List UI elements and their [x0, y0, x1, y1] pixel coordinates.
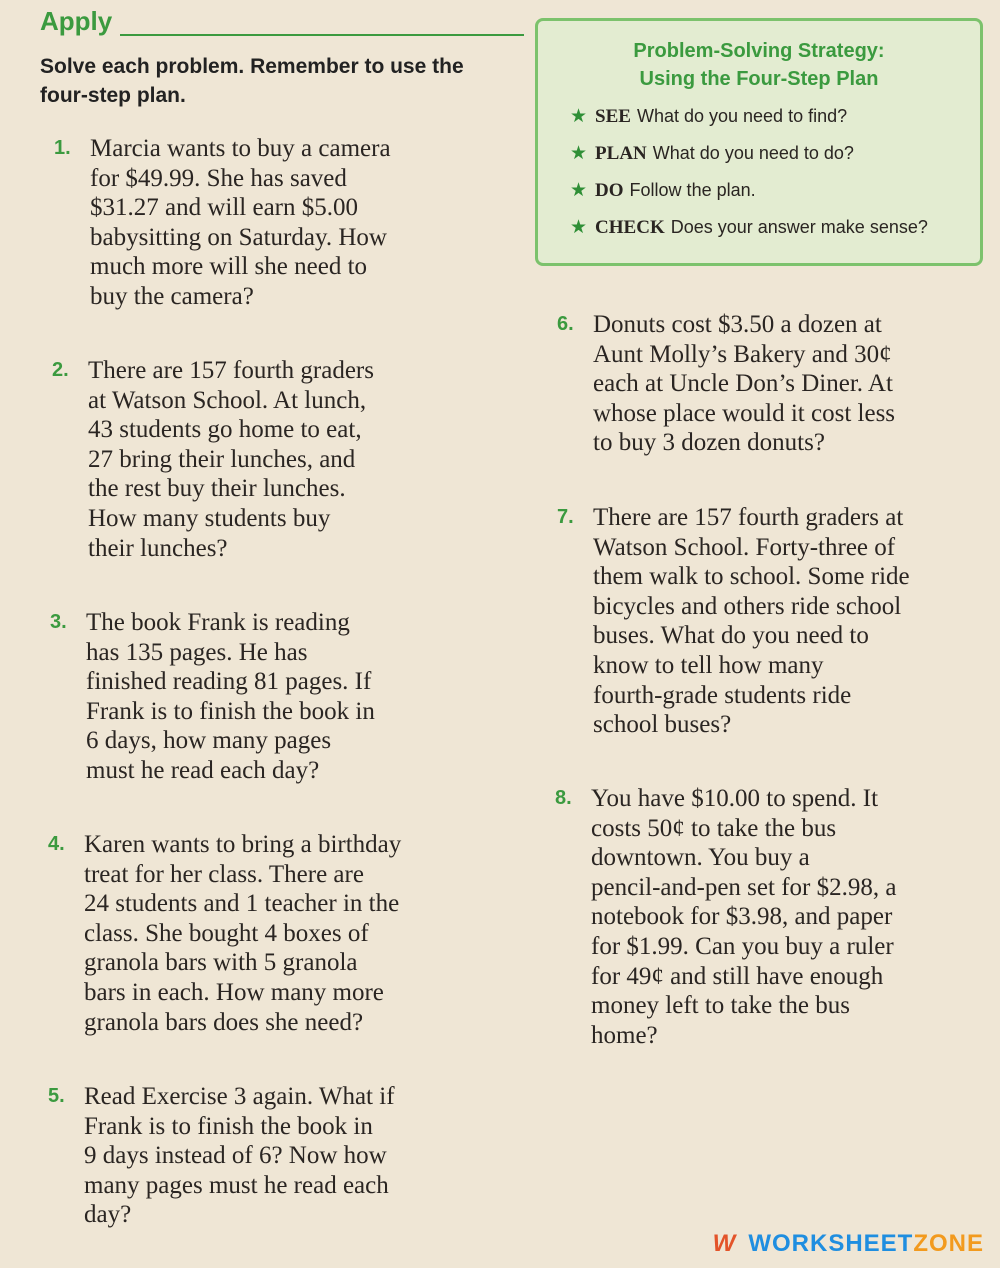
step-key: DO — [595, 180, 624, 201]
problem-line: Donuts cost $3.50 a dozen at — [593, 311, 882, 338]
problem-text — [593, 503, 993, 740]
star-icon: ★ — [570, 217, 588, 238]
problem-number: 3. — [50, 611, 67, 633]
step-text: What do you need to find? — [636, 106, 848, 126]
heading-rule — [120, 34, 524, 36]
problem-text — [84, 1082, 484, 1230]
instructions-line: Solve each problem. Remember to use the — [40, 55, 464, 78]
problem-line: home? — [591, 1021, 658, 1049]
brand-accent-text: ZONE — [913, 1230, 984, 1257]
star-icon: ★ — [570, 180, 588, 201]
problem-line: 24 students and 1 teacher in the — [84, 890, 400, 918]
instructions — [40, 52, 510, 110]
problem-number: 4. — [48, 833, 65, 855]
problem-line: bicycles and others ride school — [593, 592, 902, 620]
problem-line: many pages must he read each — [84, 1171, 389, 1199]
worksheetzone-logo[interactable] — [713, 1230, 984, 1258]
problem-line: treat for her class. There are — [84, 860, 364, 888]
problem-number: 5. — [48, 1085, 65, 1107]
problem-line: the rest buy their lunches. — [88, 475, 346, 503]
problem-text — [593, 310, 993, 458]
problem-line: has 135 pages. He has — [86, 638, 308, 666]
problem-line: class. She bought 4 boxes of — [84, 919, 369, 947]
problem-line: to buy 3 dozen donuts? — [593, 429, 825, 457]
problem-text — [591, 784, 991, 1050]
strategy-steps — [570, 105, 928, 253]
problem-line: know to tell how many — [593, 651, 824, 679]
problem-line: buses. What do you need to — [593, 622, 869, 650]
strategy-title — [538, 37, 980, 93]
problem-line: Watson School. Forty-three of — [593, 533, 896, 561]
problem-line: must he read each day? — [86, 756, 320, 784]
problem-text — [84, 830, 484, 1037]
strategy-step-plan — [570, 142, 928, 179]
problem-line: 9 days instead of 6? Now how — [84, 1142, 387, 1170]
problem-line: Frank is to finish the book in — [86, 697, 375, 725]
w-logo-icon: W — [712, 1230, 737, 1257]
problem-line: whose place would it cost less — [593, 399, 896, 427]
problem-line: 27 bring their lunches, and — [88, 445, 356, 473]
problem-number: 6. — [557, 313, 574, 335]
strategy-title-line: Problem-Solving Strategy: — [633, 40, 885, 62]
problem-line: granola bars with 5 granola — [84, 949, 358, 977]
step-text: Does your answer make sense? — [670, 217, 928, 237]
problem-text — [90, 134, 490, 312]
strategy-step-do — [570, 179, 928, 216]
problem-line: There are 157 fourth graders — [88, 357, 374, 384]
problem-line: Read Exercise 3 again. What if — [84, 1083, 395, 1110]
strategy-step-see — [570, 105, 928, 142]
problem-line: them walk to school. Some ride — [593, 563, 910, 591]
problem-line: notebook for $3.98, and paper — [591, 903, 893, 931]
problem-number: 7. — [557, 506, 574, 528]
problem-line: $31.27 and will earn $5.00 — [90, 194, 359, 222]
problem-line: The book Frank is reading — [86, 609, 350, 636]
problem-line: their lunches? — [88, 534, 228, 562]
strategy-step-check — [570, 216, 928, 253]
problem-line: Aunt Molly’s Bakery and 30¢ — [593, 340, 892, 368]
problem-line: each at Uncle Don’s Diner. At — [593, 370, 893, 398]
problem-line: day? — [84, 1201, 132, 1229]
step-key: CHECK — [595, 217, 665, 238]
problem-line: money left to take the bus — [591, 992, 850, 1020]
problem-line: fourth-grade students ride — [593, 681, 852, 709]
step-text: Follow the plan. — [629, 180, 756, 200]
strategy-title-line: Using the Four-Step Plan — [639, 68, 879, 90]
problem-text — [86, 608, 486, 786]
strategy-box — [535, 18, 983, 266]
apply-heading: Apply — [40, 6, 113, 36]
problem-line: pencil-and-pen set for $2.98, a — [591, 873, 897, 901]
problem-line: buy the camera? — [90, 282, 254, 310]
problem-number: 8. — [555, 787, 572, 809]
problem-line: for $1.99. Can you buy a ruler — [591, 932, 894, 960]
step-text: What do you need to do? — [652, 143, 854, 163]
problem-line: You have $10.00 to spend. It — [591, 785, 879, 812]
problem-line: bars in each. How many more — [84, 978, 384, 1006]
problem-line: much more will she need to — [90, 253, 368, 281]
instructions-line: four-step plan. — [40, 84, 186, 107]
star-icon: ★ — [570, 106, 588, 127]
brand-text: WORKSHEET — [748, 1230, 914, 1257]
step-key: SEE — [595, 106, 631, 127]
problem-line: for $49.99. She has saved — [90, 164, 347, 192]
problem-line: downtown. You buy a — [591, 844, 810, 872]
problem-line: at Watson School. At lunch, — [88, 386, 367, 414]
problem-line: finished reading 81 pages. If — [86, 668, 372, 696]
problem-line: babysitting on Saturday. How — [90, 223, 387, 251]
problem-line: Frank is to finish the book in — [84, 1112, 373, 1140]
problem-text — [88, 356, 488, 563]
problem-line: school buses? — [593, 711, 732, 739]
problem-number: 2. — [52, 359, 69, 381]
step-key: PLAN — [595, 143, 647, 164]
problem-line: 6 days, how many pages — [86, 727, 332, 755]
problem-line: costs 50¢ to take the bus — [591, 814, 837, 842]
problem-line: Karen wants to bring a birthday — [84, 831, 402, 858]
problem-line: There are 157 fourth graders at — [593, 504, 904, 531]
problem-line: Marcia wants to buy a camera — [90, 135, 391, 162]
problem-line: for 49¢ and still have enough — [591, 962, 884, 990]
problem-line: How many students buy — [88, 504, 331, 532]
star-icon: ★ — [570, 143, 588, 164]
problem-line: granola bars does she need? — [84, 1008, 364, 1036]
problem-line: 43 students go home to eat, — [88, 416, 362, 444]
problem-number: 1. — [54, 137, 71, 159]
